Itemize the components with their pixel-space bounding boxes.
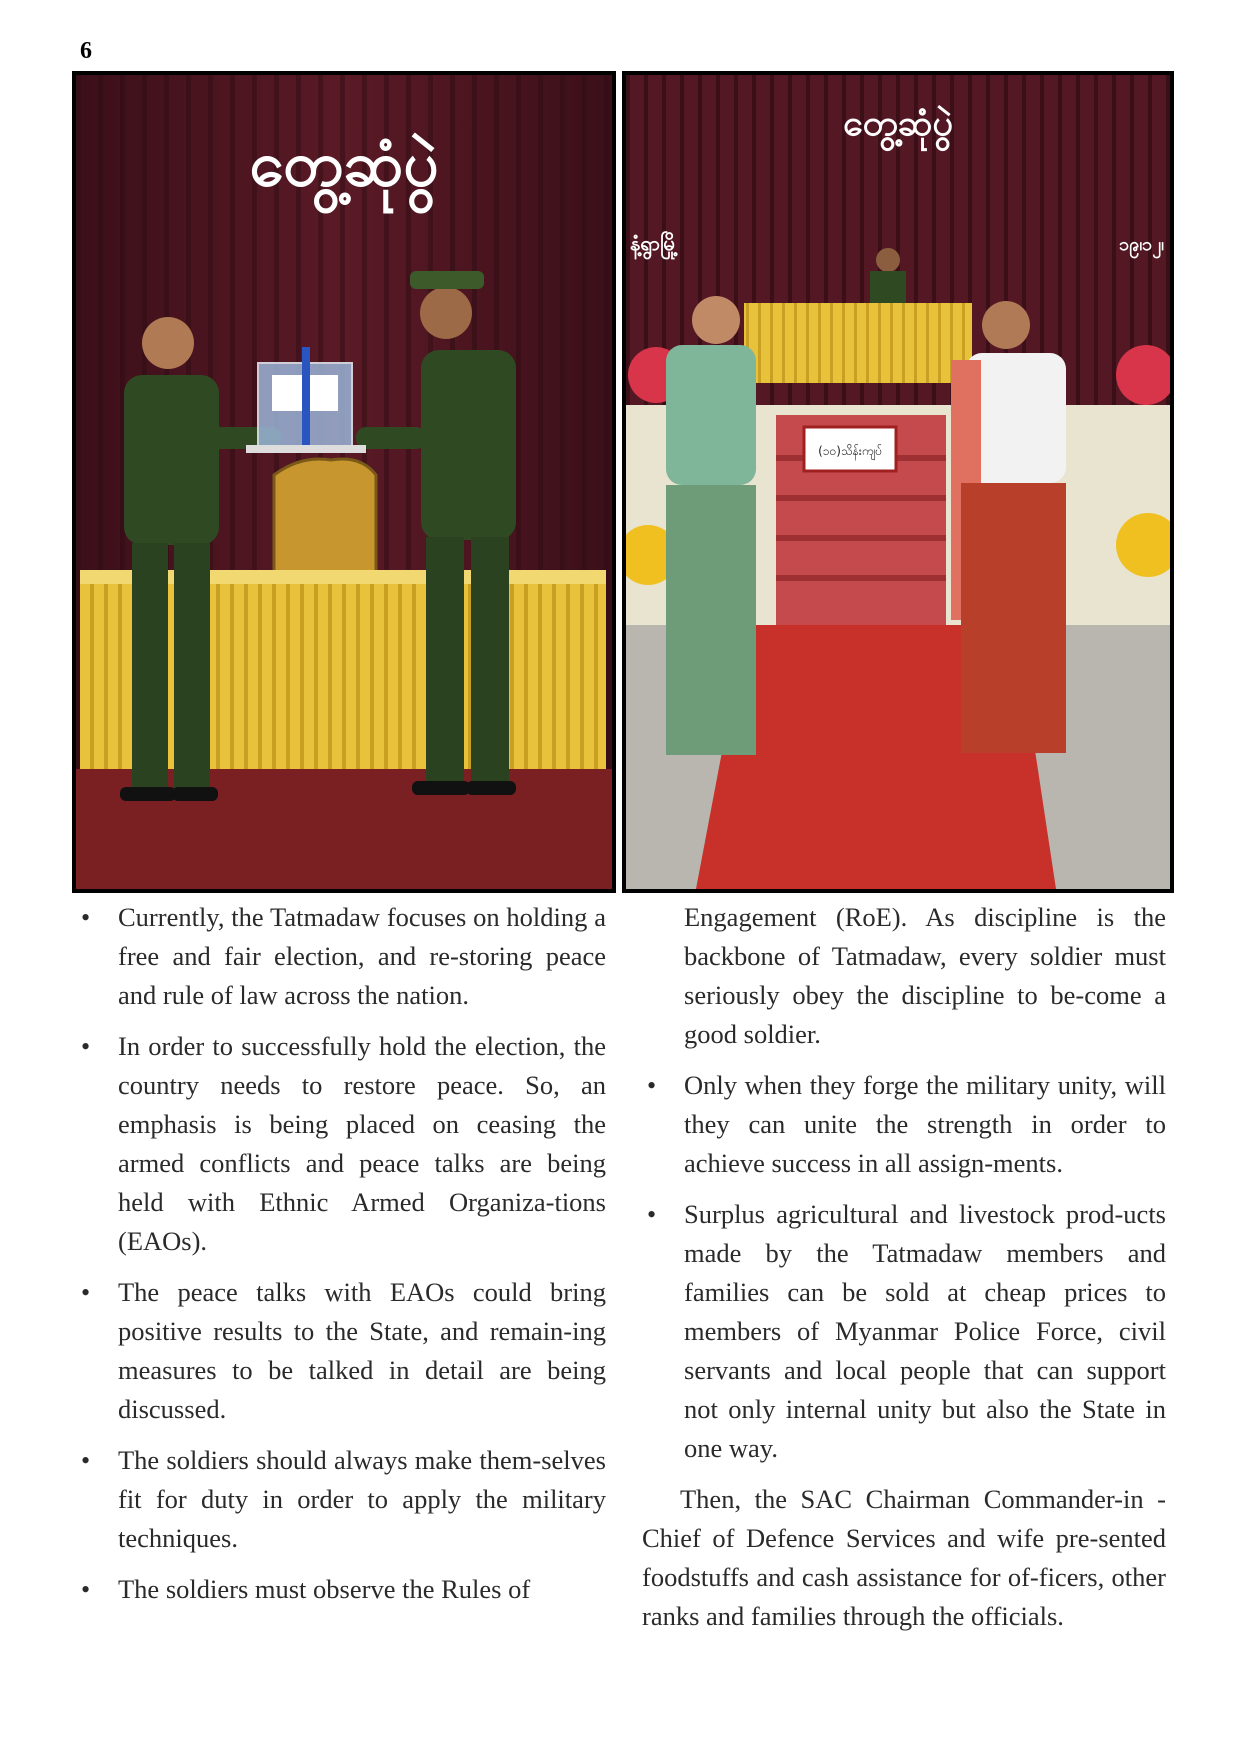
bullet-item [76, 1027, 606, 1261]
banner-location: နံ့ရွာမြို့ [630, 231, 678, 255]
bullet-icon: • [647, 1200, 657, 1229]
photo-handover-ceremony [72, 71, 616, 893]
bullet-item [76, 1441, 606, 1558]
bullet-text: The soldiers should always make them-selves fit for duty in order to apply the military techniques. [118, 1445, 606, 1553]
cash-box-label: (၁၀)သိန်းကျပ် [818, 444, 882, 458]
bullet-item [76, 1570, 606, 1609]
page-number: 6 [80, 38, 92, 64]
bullet-item [642, 1066, 1166, 1183]
bullet-item [76, 898, 606, 1015]
photo-cash-illustration [626, 75, 1170, 889]
right-text-column [642, 898, 1166, 1636]
photo-cash-assistance [622, 71, 1174, 893]
bullet-text: The peace talks with EAOs could bring positive results to the State, and remain-ing measures to be talked in detail are being discussed. [118, 1277, 606, 1424]
bullet-item [642, 1195, 1166, 1468]
photo-handover-illustration [76, 75, 612, 889]
bullet-text: Surplus agricultural and livestock prod-ucts made by the Tatmadaw members and families can be sold at cheap prices to members of Myanmar Police Force, civil servants and local people that can support not only internal unity but also the State in one way. [684, 1199, 1166, 1463]
bullet-icon: • [81, 1032, 91, 1061]
banner-text: တွေ့ဆုံပွဲ [843, 103, 953, 144]
banner-text: တွေ့ဆုံပွဲ [249, 127, 439, 200]
continued-bullet-text: Engagement (RoE). As discipline is the backbone of Tatmadaw, every soldier must seriously obey the discipline to be-come a good soldier. [684, 902, 1166, 1049]
closing-paragraph: Then, the SAC Chairman Commander-in -Chief of Defence Services and wife pre-sented foodstuffs and cash assistance for of-ficers, other ranks and families through the officials. [642, 1484, 1166, 1631]
bullet-icon: • [81, 1575, 91, 1604]
bullet-text: Only when they forge the military unity, will they can unite the strength in order to achieve success in all assign-ments. [684, 1070, 1166, 1178]
left-text-column [76, 898, 606, 1621]
bullet-icon: • [81, 1446, 91, 1475]
bullet-text: In order to successfully hold the election, the country needs to restore peace. So, an emphasis is being placed on ceasing the armed conflicts and peace talks are being held with Ethnic Armed Organiza-tions (EAOs). [118, 1031, 606, 1256]
bullet-text: The soldiers must observe the Rules of [118, 1574, 531, 1604]
bullet-icon: • [647, 1071, 657, 1100]
bullet-icon: • [81, 903, 91, 932]
bullet-item [76, 1273, 606, 1429]
banner-date: ၁၉၊၁၂၊ [1119, 234, 1164, 255]
bullet-text: Currently, the Tatmadaw focuses on holding a free and fair election, and re-storing peace and rule of law across the nation. [118, 902, 606, 1010]
bullet-icon: • [81, 1278, 91, 1307]
